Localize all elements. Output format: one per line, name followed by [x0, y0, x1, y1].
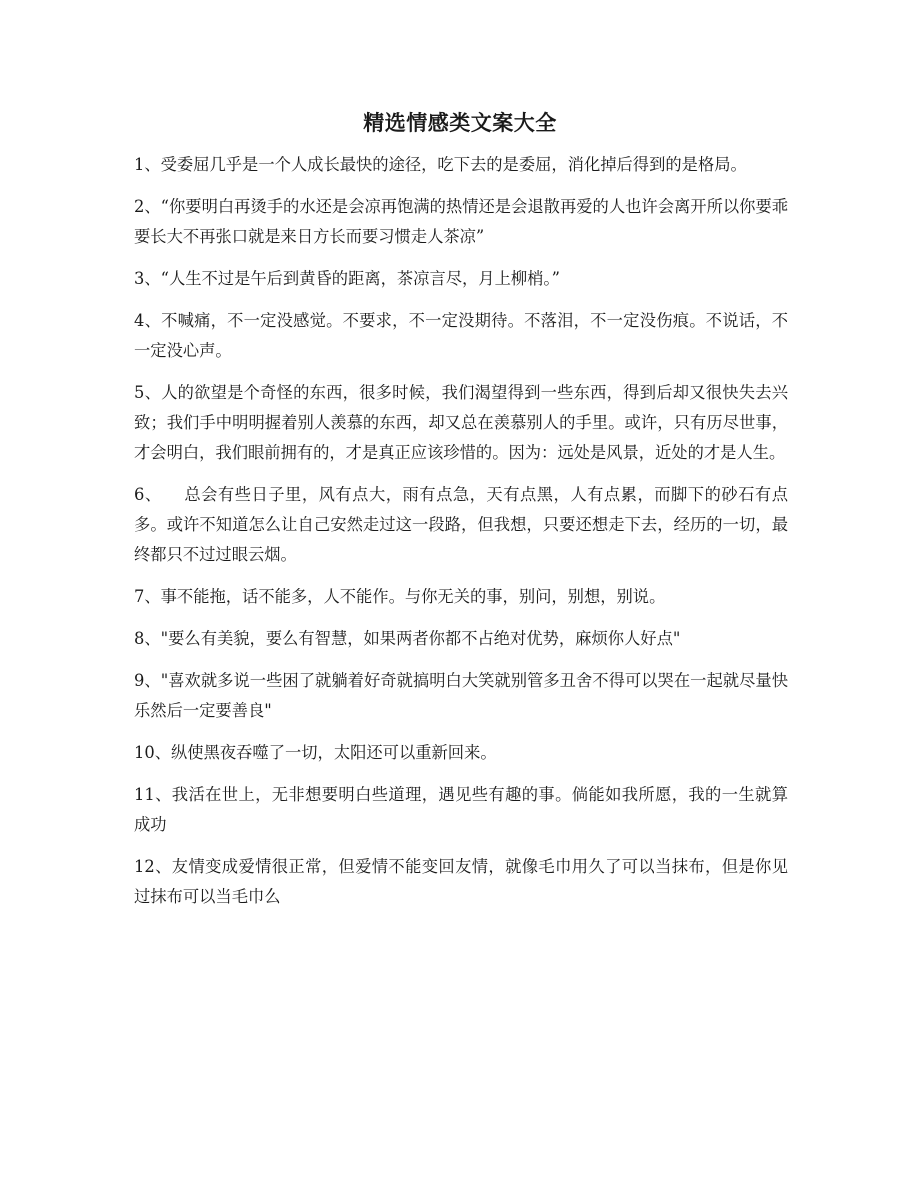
list-item — [134, 306, 788, 366]
list-item — [134, 150, 788, 180]
entry-text: 人的欲望是个奇怪的东西，很多时候，我们渴望得到一些东西，得到后却又很快失去兴致；我们手中明明握着别人羡慕的东西，却又总在羡慕别人的手里。或许，只有历尽世事，才会明白，我们眼前拥有的，才是真正应该珍惜的。因为：远处是风景，近处的才是人生。 — [134, 383, 788, 462]
entry-text: 纵使黑夜吞噬了一切，太阳还可以重新回来。 — [171, 743, 497, 762]
document-title: 精选情感类文案大全 — [363, 110, 557, 135]
entry-number: 8、 — [134, 629, 161, 648]
list-item — [134, 582, 788, 612]
list-item — [134, 378, 788, 468]
list-item — [134, 780, 788, 840]
entry-text: 总会有些日子里，风有点大，雨有点急，天有点黑，人有点累，而脚下的砂石有点多。或许不知道怎么让自己安然走过这一段路，但我想，只要还想走下去，经历的一切，最终都只不过过眼云烟。 — [134, 485, 788, 564]
entry-text: 事不能拖，话不能多，人不能作。与你无关的事，别问，别想，别说。 — [160, 587, 666, 606]
entry-text: "喜欢就多说一些困了就躺着好奇就搞明白大笑就别管多丑舍不得可以哭在一起就尽量快乐然后一定要善良" — [134, 671, 788, 720]
entry-number: 2、 — [134, 197, 161, 216]
entry-number: 3、 — [134, 269, 161, 288]
entry-number: 5、 — [134, 383, 162, 402]
list-item — [134, 852, 788, 912]
entry-number: 9、 — [134, 671, 161, 690]
list-item — [134, 666, 788, 726]
entry-number: 11、 — [134, 785, 172, 804]
entry-number: 1、 — [134, 155, 161, 174]
list-item — [134, 480, 788, 570]
entry-number: 4、 — [134, 311, 162, 330]
list-item — [134, 738, 788, 768]
entry-text: 友情变成爱情很正常，但爱情不能变回友情，就像毛巾用久了可以当抹布，但是你见过抹布可以当毛巾么 — [134, 857, 789, 906]
entry-text: 我活在世上，无非想要明白些道理，遇见些有趣的事。倘能如我所愿，我的一生就算成功 — [134, 785, 789, 834]
entry-text: 受委屈几乎是一个人成长最快的途径，吃下去的是委屈，消化掉后得到的是格局。 — [160, 155, 747, 174]
entry-text: "要么有美貌，要么有智慧，如果两者你都不占绝对优势，麻烦你人好点" — [160, 629, 681, 648]
entry-list — [134, 150, 788, 924]
list-item — [134, 264, 788, 294]
entry-number: 6、 — [134, 485, 185, 504]
entry-text: 不喊痛，不一定没感觉。不要求，不一定没期待。不落泪，不一定没伤痕。不说话，不一定没心声。 — [134, 311, 788, 360]
list-item — [134, 624, 788, 654]
entry-text: “你要明白再烫手的水还是会凉再饱满的热情还是会退散再爱的人也许会离开所以你要乖要长大不再张口就是来日方长而要习惯走人茶凉” — [134, 197, 789, 246]
entry-number: 12、 — [134, 857, 172, 876]
entry-number: 10、 — [134, 743, 171, 762]
entry-number: 7、 — [134, 587, 161, 606]
entry-text: “人生不过是午后到黄昏的距离，茶凉言尽，月上柳梢。” — [160, 269, 560, 288]
list-item — [134, 192, 788, 252]
